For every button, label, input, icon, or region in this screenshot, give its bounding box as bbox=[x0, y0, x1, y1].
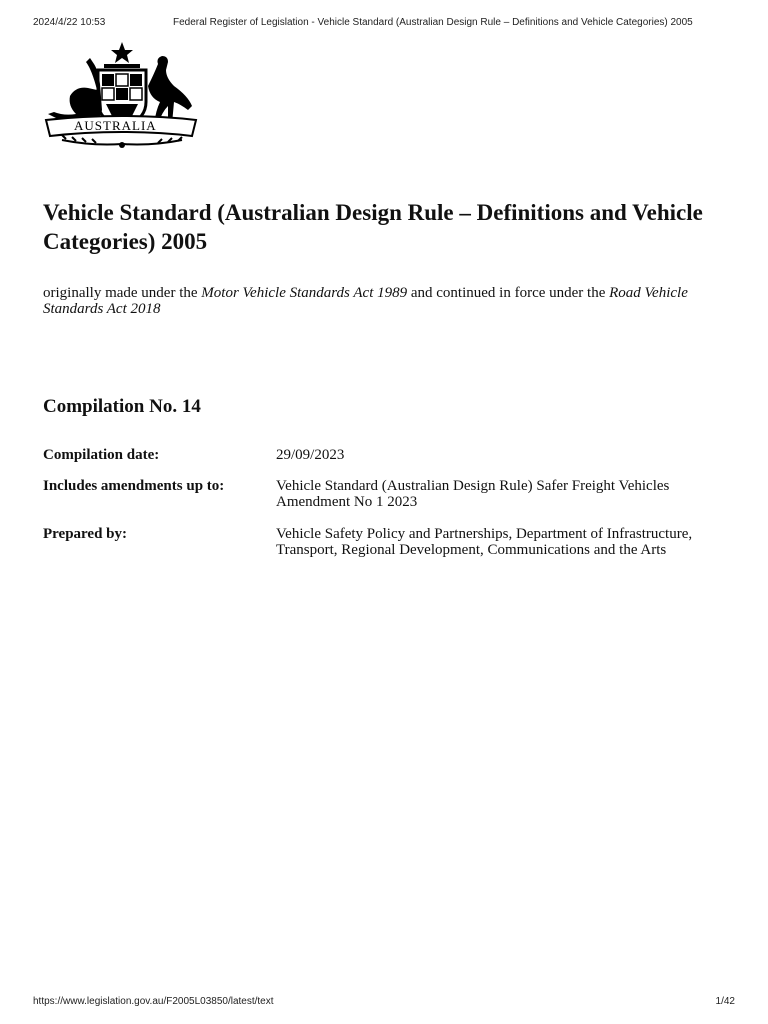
document-title: Vehicle Standard (Australian Design Rule – Definitions and Vehicle Categories) 2005 bbox=[43, 200, 703, 254]
detail-value: Vehicle Safety Policy and Partnerships, Department of Infrastructure, Transport, Regional Development, Communications and the Arts bbox=[276, 526, 693, 558]
detail-value: Vehicle Standard (Australian Design Rule) Safer Freight Vehicles Amendment No 1 2023 bbox=[276, 478, 670, 510]
page-number: 1/42 bbox=[715, 996, 735, 1007]
print-url: https://www.legislation.gov.au/F2005L03850/latest/text bbox=[33, 996, 274, 1007]
made-under-middle: and continued in force under the bbox=[407, 285, 610, 301]
detail-value: 29/09/2023 bbox=[276, 447, 345, 463]
compilation-heading: Compilation No. 14 bbox=[43, 396, 201, 417]
detail-label: Includes amendments up to: bbox=[43, 478, 225, 494]
print-page-title: Federal Register of Legislation - Vehicle Standard (Australian Design Rule – Definitions and Vehicle Categories) 2005 bbox=[173, 17, 693, 28]
print-timestamp: 2024/4/22 10:53 bbox=[33, 17, 106, 28]
detail-label: Prepared by: bbox=[43, 526, 128, 542]
made-under-prefix: originally made under the bbox=[43, 285, 202, 301]
detail-row-amendments bbox=[43, 478, 733, 526]
enabling-legislation-text bbox=[43, 285, 733, 317]
act-2-name: Road Vehicle Standards Act 2018 bbox=[43, 285, 688, 317]
compilation-details bbox=[43, 447, 733, 558]
crest-banner-text: AUSTRALIA bbox=[74, 118, 157, 133]
detail-row-prepared-by bbox=[43, 526, 733, 558]
act-1-name: Motor Vehicle Standards Act 1989 bbox=[201, 285, 408, 301]
detail-label: Compilation date: bbox=[43, 447, 160, 463]
detail-row-compilation-date bbox=[43, 447, 733, 478]
